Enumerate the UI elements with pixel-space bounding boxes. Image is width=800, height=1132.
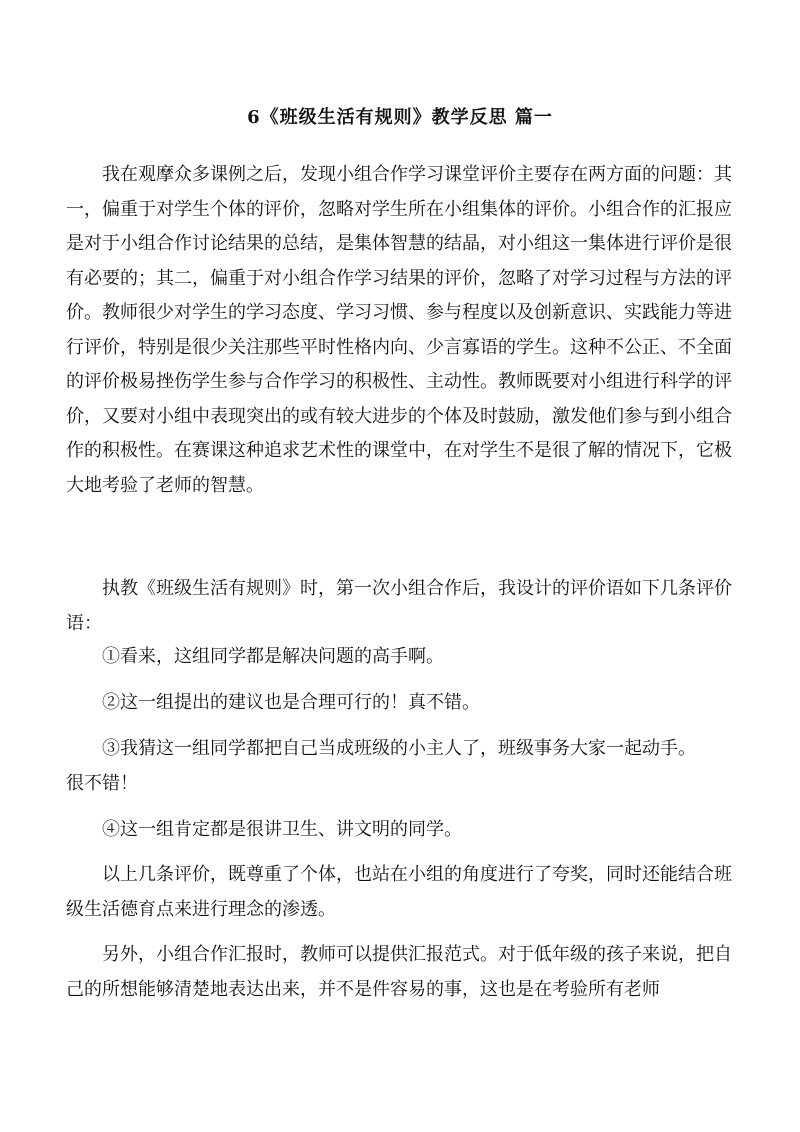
evaluation-item-3: ③我猜这一组同学都把自己当成班级的小主人了，班级事务大家一起动手。 [102, 738, 696, 759]
evaluation-item-3-continued: 很不错！ [66, 773, 138, 794]
evaluation-item-2: ②这一组提出的建议也是合理可行的！真不错。 [102, 692, 480, 713]
evaluation-item-4: ④这一组肯定都是很讲卫生、讲文明的同学。 [102, 819, 462, 840]
paragraph-summary: 以上几条评价，既尊重了个体，也站在小组的角度进行了夸奖，同时还能结合班级生活德育点来进行理念的渗透。 [66, 864, 732, 920]
paragraph-teaching: 执教《班级生活有规则》时，第一次小组合作后，我设计的评价语如下几条评价语： [66, 578, 732, 634]
paragraph-additional: 另外，小组合作汇报时，教师可以提供汇报范式。对于低年级的孩子来说，把自己的所想能够清楚地表达出来，并不是件容易的事，这也是在考验所有老师 [66, 944, 732, 1000]
paragraph-intro: 我在观摩众多课例之后，发现小组合作学习课堂评价主要存在两方面的问题：其一，偏重于对学生个体的评价，忽略对学生所在小组集体的评价。小组合作的汇报应是对于小组合作讨论结果的总结，是集体智慧的结晶，对小组这一集体进行评价是很有必要的；其二，偏重于对小组合作学习结果的评价，忽略了对学习过程与方法的评价。教师很少对学生的学习态度、学习习惯、参与程度以及创新意识、实践能力等进行评价，特别是很少关注那些平时性格内向、少言寡语的学生。这种不公正、不全面的评价极易挫伤学生参与合作学习的积极性、主动性。教师既要对小组进行科学的评价，又要对小组中表现突出的或有较大进步的个体及时鼓励，激发他们参与到小组合作的积极性。在赛课这种追求艺术性的课堂中，在对学生不是很了解的情况下，它极大地考验了老师的智慧。 [66, 164, 732, 496]
document-title: 6《班级生活有规则》教学反思 篇一 [247, 107, 553, 128]
evaluation-item-1: ①看来，这组同学都是解决问题的高手啊。 [102, 646, 444, 667]
